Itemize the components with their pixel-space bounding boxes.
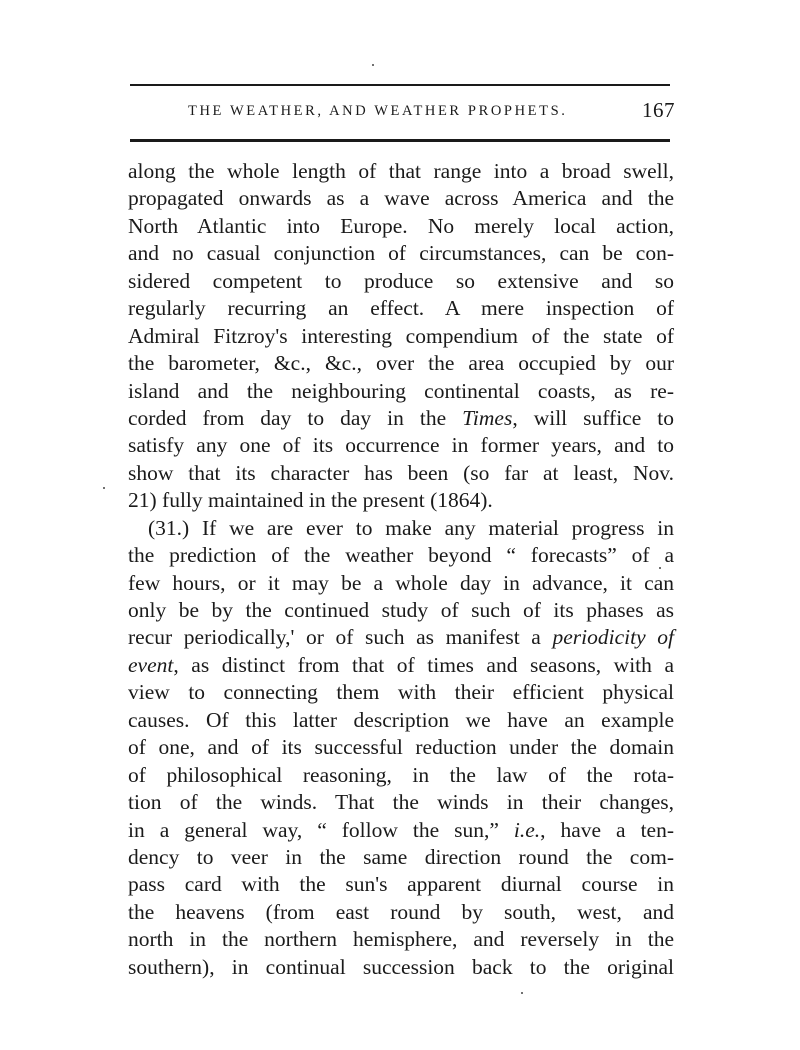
text-line: North Atlantic into Europe. No merely local action, <box>128 213 674 238</box>
running-head: THE WEATHER, AND WEATHER PROPHETS. <box>188 103 568 119</box>
page-number: 167 <box>642 98 675 122</box>
text-line: tion of the winds. That the winds in their changes, <box>128 790 674 815</box>
text-line: event, as distinct from that of times and seasons, with a <box>128 652 674 677</box>
print-speck <box>521 992 523 994</box>
body-text <box>128 158 674 981</box>
text-line: island and the neighbouring continental coasts, as re- <box>128 378 674 403</box>
text-line: north in the northern hemisphere, and reversely in the <box>128 927 674 952</box>
text-line: pass card with the sun's apparent diurnal course in <box>128 872 674 897</box>
print-speck <box>372 64 374 66</box>
text-line: in a general way, “ follow the sun,” i.e., have a ten- <box>128 817 674 842</box>
print-speck <box>659 567 661 569</box>
text-line: causes. Of this latter description we have an example <box>128 707 674 732</box>
print-speck <box>103 487 105 489</box>
text-line: dency to veer in the same direction round the com- <box>128 844 674 869</box>
header-bottom-rule <box>130 139 670 142</box>
text-line: along the whole length of that range into a broad swell, <box>128 159 674 183</box>
text-line: of one, and of its successful reduction under the domain <box>128 735 674 760</box>
text-line: satisfy any one of its occurrence in former years, and to <box>128 433 674 458</box>
text-line: show that its character has been (so far at least, Nov. <box>128 460 674 485</box>
paragraph-end-line: 21) fully maintained in the present (1864). <box>128 488 493 513</box>
text-line: recur periodically,' or of such as manifest a periodicity of <box>128 625 674 650</box>
text-line: corded from day to day in the Times, will suffice to <box>128 405 674 430</box>
text-line: view to connecting them with their efficient physical <box>128 680 674 705</box>
text-line: of philosophical reasoning, in the law of the rota- <box>128 762 674 787</box>
text-line: regularly recurring an effect. A mere inspection of <box>128 296 674 321</box>
text-line: and no casual conjunction of circumstances, can be con- <box>128 241 674 266</box>
text-line: the heavens (from east round by south, west, and <box>128 899 674 924</box>
text-line: sidered competent to produce so extensive and so <box>128 268 674 293</box>
paragraph-start-line: (31.) If we are ever to make any material progress in <box>148 515 674 540</box>
text-line: the prediction of the weather beyond “ forecasts” of a <box>128 543 674 568</box>
text-line: propagated onwards as a wave across America and the <box>128 186 674 211</box>
header-top-rule <box>130 84 670 86</box>
text-line: the barometer, &c., &c., over the area occupied by our <box>128 351 674 376</box>
text-line: Admiral Fitzroy's interesting compendium of the state of <box>128 323 674 348</box>
text-line: southern), in continual succession back to the original <box>128 954 674 979</box>
text-line: few hours, or it may be a whole day in advance, it can <box>128 570 674 595</box>
text-line: only be by the continued study of such of its phases as <box>128 598 674 622</box>
